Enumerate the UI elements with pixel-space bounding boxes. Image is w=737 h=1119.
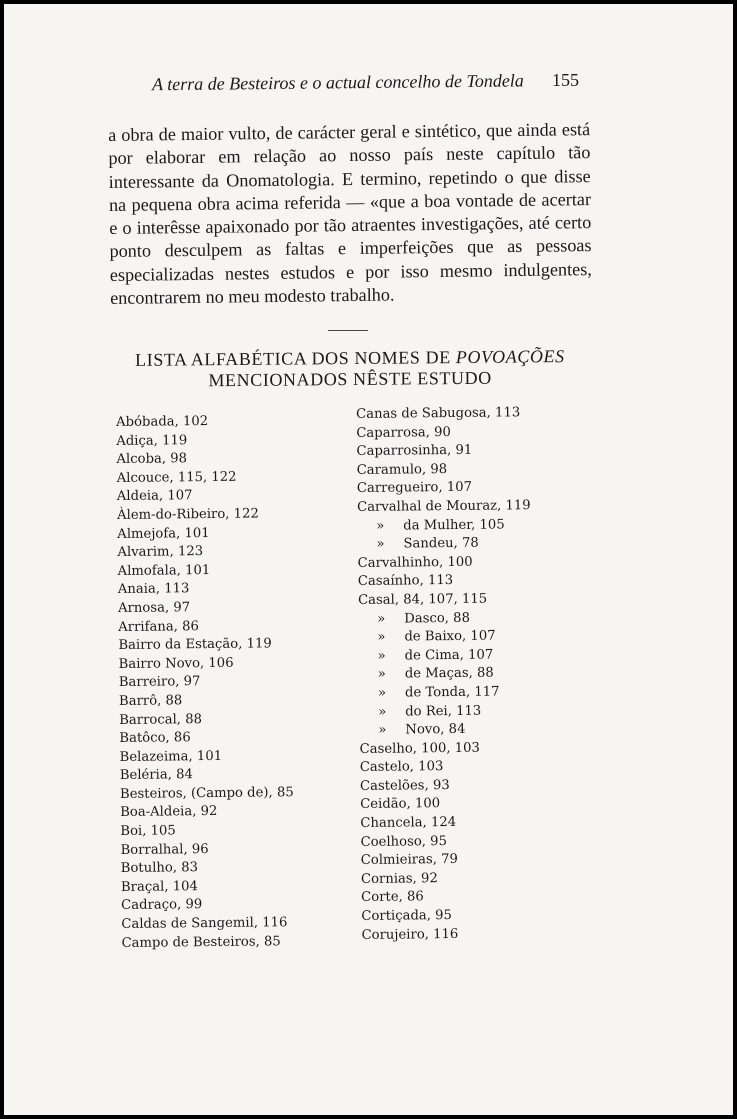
- list-item-text: de Baixo, 107: [404, 628, 496, 645]
- list-column-right: [356, 403, 602, 945]
- page-number: 155: [552, 70, 579, 90]
- heading-line-1: [110, 346, 590, 371]
- paragraph: a obra de maior vulto, de carácter geral e sintético, que ainda está por elaborar em relação ao nosso país neste capítulo tão interessante da Onomatologia. E termino, repetindo o que disse na pequena obra acima referida — «que a boa vontade de acertar e o interêsse apaixonado por tão atraentes investigações, até certo ponto desculpem as faltas e imperfeições que as pessoas especializadas nestes estudos e por isso mesmo indulgentes, encontrarem no meu modesto trabalho.: [108, 119, 592, 309]
- list-item: Alvarim, 123: [117, 544, 204, 561]
- list-item-text: Carvalhinho, 100: [357, 554, 473, 571]
- list-item: Campo de Besteiros, 85: [121, 933, 281, 951]
- list-item-text: Colmieiras, 79: [360, 852, 458, 869]
- list-item: [359, 720, 599, 741]
- list-item-text: Carregueiro, 107: [356, 480, 473, 497]
- list-item: [358, 608, 598, 629]
- heading-line-1-italic: POVOAÇÕES: [455, 346, 565, 368]
- list-item-text: Ceidão, 100: [360, 796, 441, 813]
- list-item: [356, 441, 596, 462]
- list-item-text: Casal, 84, 107, 115: [357, 591, 488, 608]
- list-item: [361, 924, 601, 945]
- list-item: [360, 738, 600, 759]
- list-item: [358, 589, 598, 610]
- list-item: [361, 868, 601, 889]
- list-item: [360, 831, 600, 852]
- list-item: [361, 905, 601, 926]
- list-item: Bairro Novo, 106: [118, 655, 234, 672]
- list-item: Barrocal, 88: [119, 711, 203, 728]
- list-item: [360, 794, 600, 815]
- list-item: [358, 571, 598, 592]
- list-item-text: Cornias, 92: [360, 871, 438, 887]
- list-item: [359, 701, 599, 722]
- page: [4, 4, 733, 1115]
- ditto-mark: »: [376, 518, 385, 534]
- list-item-text: Canas de Sabugosa, 113: [356, 405, 521, 422]
- list-item: [358, 627, 598, 648]
- list-item-text: da Mulher, 105: [403, 517, 505, 534]
- list-item: [356, 403, 596, 424]
- heading-line-2: MENCIONADOS NÊSTE ESTUDO: [208, 367, 492, 391]
- list-item: Belazeima, 101: [119, 748, 223, 765]
- list-item: [359, 645, 599, 666]
- list-item: Batôco, 86: [119, 730, 191, 747]
- list-item: Arrifana, 86: [118, 618, 199, 635]
- list-item: [357, 515, 597, 536]
- ditto-mark: »: [378, 722, 387, 738]
- list-item: Barreiro, 97: [118, 674, 201, 691]
- list-item-text: Caparrosinha, 91: [356, 442, 473, 460]
- ditto-mark: »: [378, 704, 387, 720]
- list-item: [357, 496, 597, 517]
- ditto-mark: »: [377, 648, 386, 664]
- list-column-left: [116, 412, 352, 954]
- list-item-text: Caramulo, 98: [356, 461, 448, 478]
- list-item-text: de Tonda, 117: [404, 684, 500, 701]
- list-item: Àlem-do-Ribeiro, 122: [116, 506, 259, 523]
- list-item: Abóbada, 102: [116, 414, 209, 430]
- list-item: Anaia, 113: [117, 581, 190, 598]
- list-item-text: Coelhoso, 95: [360, 833, 448, 850]
- list-item: [356, 422, 596, 443]
- list-item: [357, 478, 597, 499]
- running-title: A terra de Besteiros e o actual concelho de Tondela: [151, 70, 524, 95]
- ditto-mark: »: [376, 536, 385, 552]
- list-item-text: Cortiçada, 95: [361, 908, 452, 925]
- list-item: [357, 459, 597, 480]
- body-text: [108, 118, 592, 310]
- list-item: [359, 682, 599, 703]
- list-item: Bairro da Estação, 119: [118, 636, 272, 654]
- list-item-text: Casaínho, 113: [357, 573, 454, 590]
- list-item: [358, 552, 598, 573]
- list-item: [360, 775, 600, 796]
- list-item: [360, 757, 600, 778]
- list-item: Braçal, 104: [120, 879, 198, 895]
- list-item: [357, 534, 597, 555]
- list-item-text: do Rei, 113: [405, 703, 482, 720]
- ditto-mark: »: [377, 685, 387, 701]
- list-item: Alcoba, 98: [116, 451, 188, 468]
- list-item: Beléria, 84: [119, 767, 193, 784]
- list-item: Almejofa, 101: [117, 525, 210, 542]
- list-item-text: Corujeiro, 116: [361, 926, 459, 943]
- list-heading: [110, 346, 590, 392]
- list-item: Caldas de Sangemil, 116: [121, 915, 288, 933]
- list-item-text: Caparrosa, 90: [356, 424, 451, 441]
- list-item: Alcouce, 115, 122: [116, 469, 237, 486]
- list-item: [361, 850, 601, 871]
- list-item: Adiça, 119: [116, 432, 188, 449]
- list-item-text: Castelões, 93: [359, 777, 450, 794]
- list-item-text: Carvalhal de Mouraz, 119: [356, 498, 531, 515]
- list-item-text: Chancela, 124: [360, 815, 457, 832]
- ditto-mark: »: [377, 611, 386, 627]
- list-item: Barrô, 88: [118, 693, 183, 709]
- list-item: Cadraço, 99: [121, 897, 203, 914]
- list-item: [361, 887, 601, 908]
- list-item: Arnosa, 97: [117, 600, 191, 616]
- list-item-text: Sandeu, 78: [403, 535, 479, 552]
- list-item: Almofala, 101: [117, 562, 211, 579]
- ditto-mark: »: [377, 667, 386, 683]
- list-item-text: Castelo, 103: [359, 759, 444, 776]
- list-item: [360, 813, 600, 834]
- list-item: [359, 664, 599, 685]
- list-item: Boi, 105: [120, 823, 176, 840]
- list-item: Botulho, 83: [120, 860, 199, 877]
- list-item-text: Caselho, 100, 103: [359, 740, 480, 757]
- list-item-text: Novo, 84: [405, 721, 466, 738]
- list-item-text: Dasco, 88: [404, 610, 471, 627]
- list-item: Borralhal, 96: [120, 841, 209, 858]
- list-item: Besteiros, (Campo de), 85: [119, 785, 294, 802]
- list-item: Aldeia, 107: [116, 488, 193, 505]
- ditto-mark: »: [377, 629, 386, 645]
- heading-line-1-text: LISTA ALFABÉTICA DOS NOMES DE: [135, 347, 456, 370]
- section-divider: [328, 330, 368, 331]
- list-item-text: Corte, 86: [361, 889, 424, 906]
- list-item: Boa-Aldeia, 92: [120, 804, 218, 821]
- list-item-text: de Cima, 107: [404, 647, 494, 664]
- list-item-text: de Maças, 88: [404, 665, 494, 682]
